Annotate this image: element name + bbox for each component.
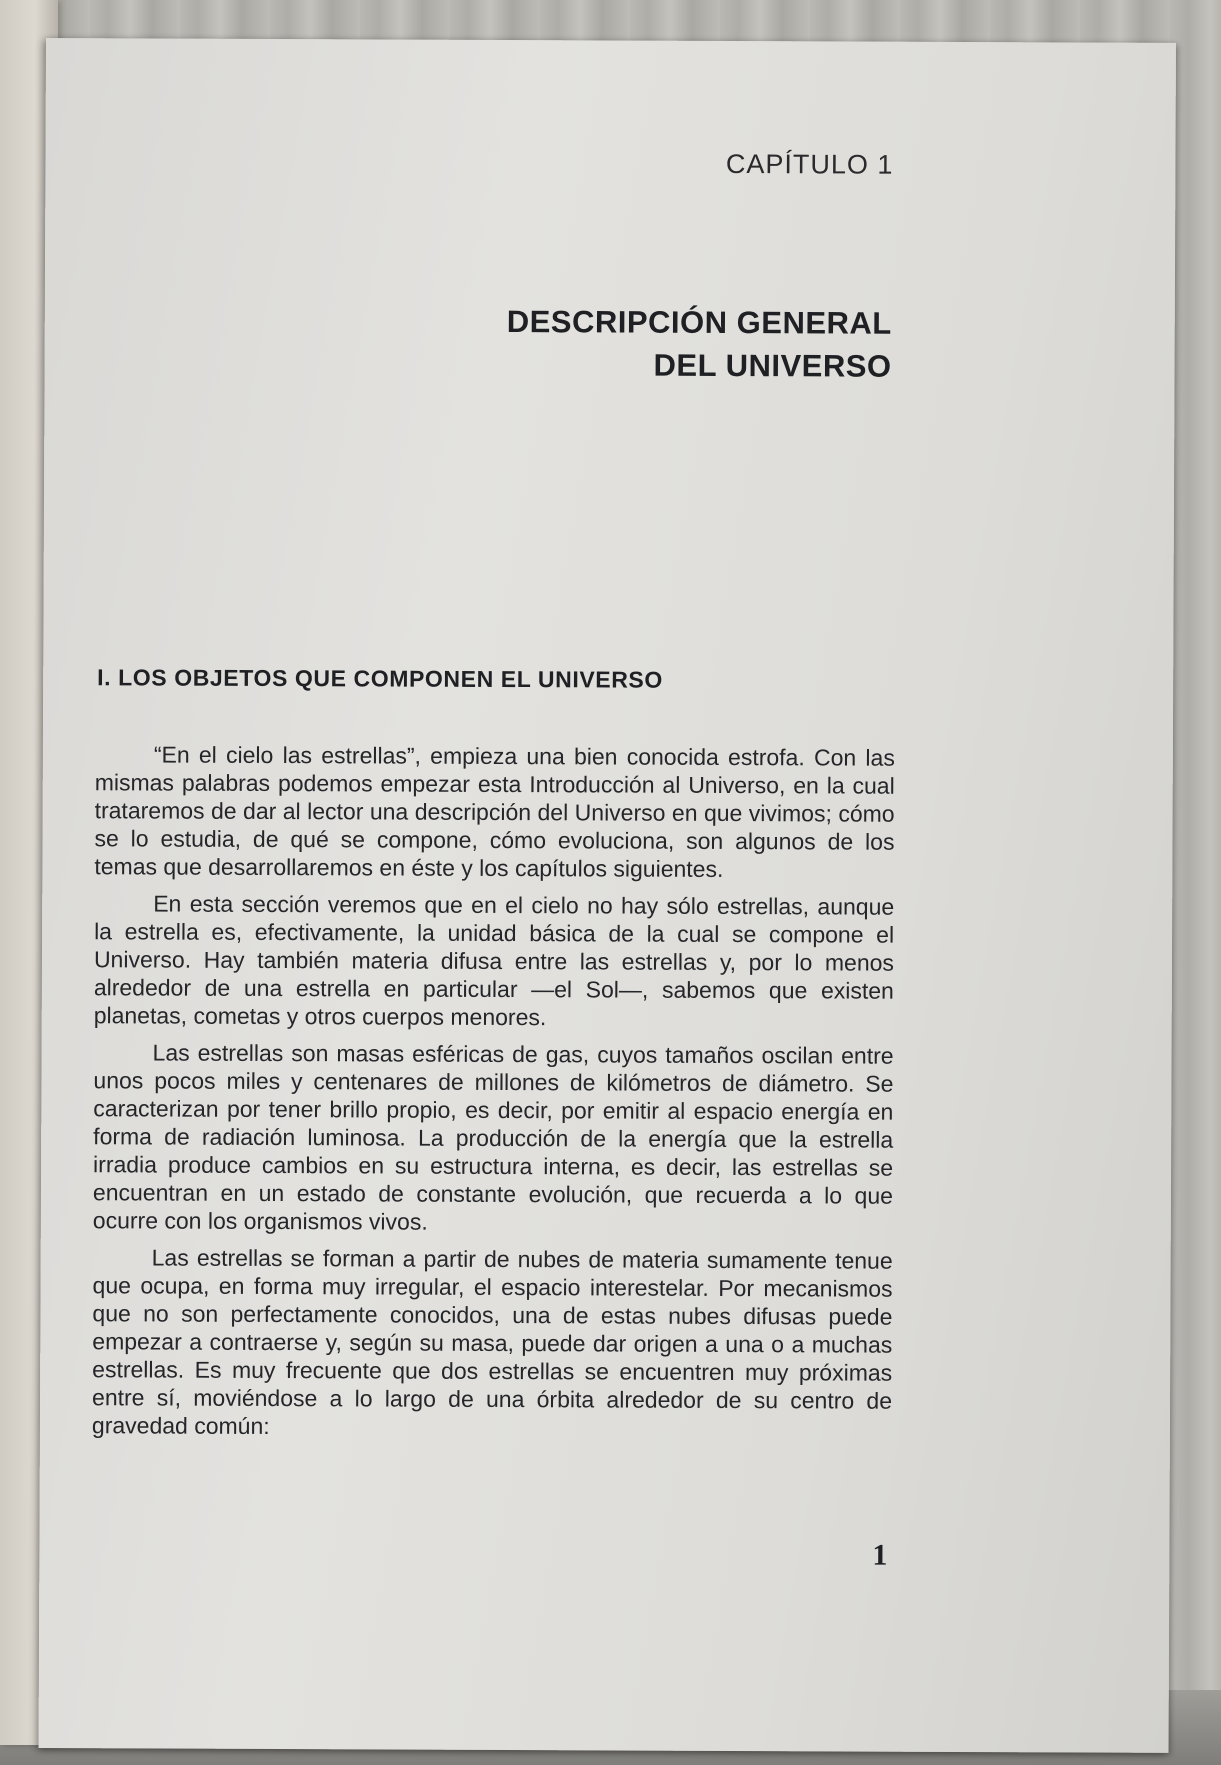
paragraph-1: “En el cielo las estrellas”, empieza una bien conocida estrofa. Con las mismas palabras podemos empezar esta Introducción al Universo, en la cual trataremos de dar al lector una descripción del Universo en que vivimos; cómo se lo estudia, de qué se compone, cómo evoluciona, son algunos de los temas que desarrollaremos en éste y los capítulos siguientes. (94, 741, 895, 882)
book-page (39, 38, 1176, 1753)
chapter-label: CAPÍTULO 1 (725, 148, 894, 180)
chapter-title-line-1: DESCRIPCIÓN GENERAL (506, 304, 892, 341)
paragraph-2: En esta sección veremos que en el cielo no hay sólo estrellas, aunque la estrella es, efectivamente, la unidad básica de la cual se compone el Universo. Hay también materia difusa entre las estrellas y, por lo menos alrededor de una estrella en particular —el Sol—, sabemos que existen planetas, cometas y otros cuerpos menores. (93, 890, 895, 1031)
section-heading: I. LOS OBJETOS QUE COMPONEN EL UNIVERSO (97, 664, 663, 693)
page-number: 1 (872, 1538, 888, 1572)
chapter-title-line-2: DEL UNIVERSO (653, 347, 892, 384)
chapter-title (507, 300, 892, 388)
body-text (92, 740, 895, 1451)
paragraph-4: Las estrellas se forman a partir de nubes de materia sumamente tenue que ocupa, en forma muy irregular, el espacio interestelar. Por mecanismos que no son perfectamente conocidos, una de estas nubes difusas puede empezar a contraerse y, según su masa, puede dar origen a una o a muchas estrellas. Es muy frecuente que dos estrellas se encuentren muy próximas entre sí, moviéndose a lo largo de una órbita alrededor de su centro de gravedad común: (91, 1244, 893, 1439)
paragraph-3: Las estrellas son masas esféricas de gas, cuyos tamaños oscilan entre unos pocos miles y centenares de millones de kilómetros de diámetro. Se caracterizan por tener brillo propio, es decir, por emitir al espacio energía en forma de radiación luminosa. La producción de la energía que la estrella irradia produce cambios en su estructura interna, es decir, las estrellas se encuentran en un estado de constante evolución, que recuerda a lo que ocurre con los organismos vivos. (92, 1039, 894, 1235)
